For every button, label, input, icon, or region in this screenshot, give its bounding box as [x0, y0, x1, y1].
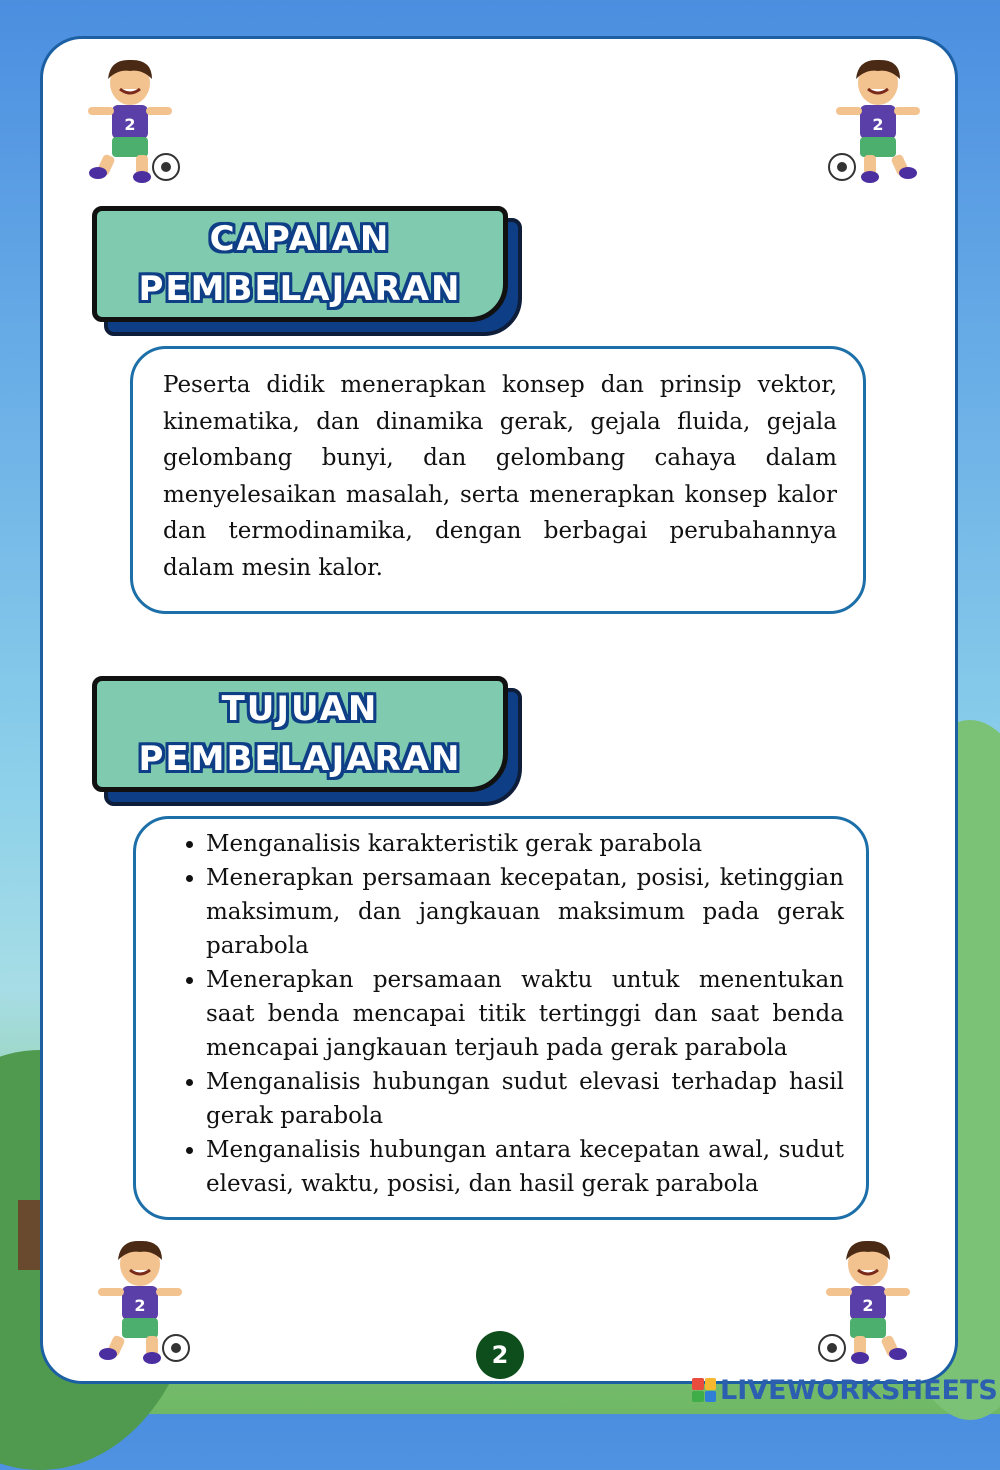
soccer-kid-icon: [80, 55, 180, 185]
kid-jersey-number: 2: [862, 1296, 874, 1315]
tujuan-title-line2: PEMBELAJARAN: [138, 739, 462, 779]
soccer-kid-icon: [90, 1236, 190, 1366]
list-item: • Menerapkan persamaan kecepatan, posisi, ketinggian maksimum, dan jangkauan maksimum pada gerak parabola: [206, 861, 844, 963]
capaian-title-line2: PEMBELAJARAN: [138, 269, 462, 309]
kid-jersey-number: 2: [872, 115, 884, 134]
tujuan-list: [176, 827, 844, 1201]
title-plate-front: [92, 676, 508, 792]
watermark-text: LIVEWORKSHEETS: [720, 1374, 998, 1406]
liveworksheets-watermark: [692, 1372, 998, 1408]
list-item: • Menerapkan persamaan waktu untuk menentukan saat benda mencapai titik tertinggi dan saat benda mencapai jangkauan terjauh pada gerak parabola: [206, 963, 844, 1065]
capaian-title-line1: CAPAIAN: [209, 219, 391, 259]
kid-jersey-number: 2: [134, 1296, 146, 1315]
capaian-title-plate: [92, 206, 522, 336]
kid-jersey-number: 2: [124, 115, 136, 134]
list-item: • Menganalisis karakteristik gerak parabola: [206, 827, 844, 861]
title-plate-front: [92, 206, 508, 322]
background-tree-icon: [18, 1200, 40, 1270]
page-number: 2: [476, 1331, 524, 1379]
list-item: • Menganalisis hubungan sudut elevasi terhadap hasil gerak parabola: [206, 1065, 844, 1133]
soccer-kid-icon: [828, 55, 928, 185]
liveworksheets-logo-icon: [692, 1378, 716, 1402]
list-item: • Menganalisis hubungan antara kecepatan awal, sudut elevasi, waktu, posisi, dan hasil gerak parabola: [206, 1133, 844, 1201]
tujuan-title-plate: [92, 676, 522, 806]
capaian-body-text: Peserta didik menerapkan konsep dan prinsip vektor, kinematika, dan dinamika gerak, gejala fluida, gejala gelombang bunyi, dan gelombang cahaya dalam menyelesaikan masalah, serta menerapkan konsep kalor dan termodinamika, dengan berbagai perubahannya dalam mesin kalor.: [163, 372, 837, 581]
capaian-text-box: [130, 346, 866, 614]
tujuan-text-box: [133, 816, 869, 1220]
tujuan-title-line1: TUJUAN: [221, 689, 379, 729]
soccer-kid-icon: [818, 1236, 918, 1366]
